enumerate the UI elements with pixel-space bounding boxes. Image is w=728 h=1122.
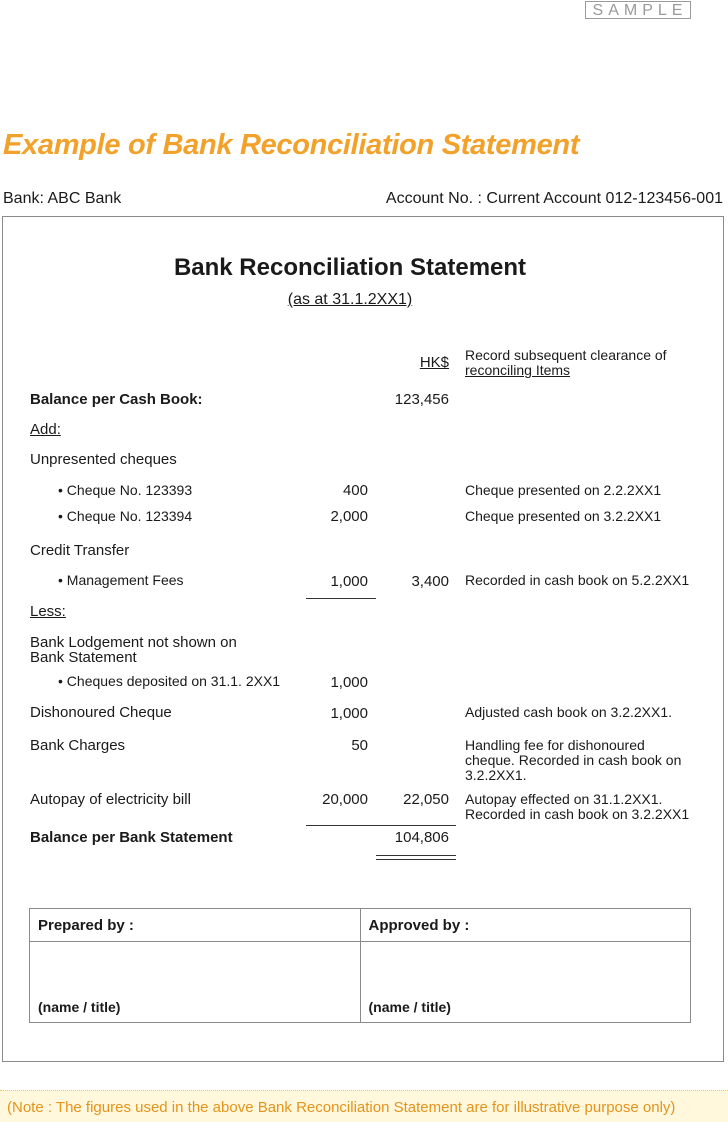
cheque-123393-label: • Cheque No. 123393 [58, 482, 193, 498]
notes-header-line1: Record subsequent clearance of [465, 347, 667, 363]
subtotal-rule [306, 598, 376, 599]
add-subtotal: 3,400 [411, 573, 449, 590]
cheques-deposited-amount: 1,000 [330, 674, 368, 691]
sample-watermark: SAMPLE [585, 1, 691, 19]
autopay-note-line1: Autopay effected on 31.1.2XX1. [465, 791, 663, 807]
cheques-deposited-label: • Cheques deposited on 31.1. 2XX1 [58, 673, 281, 689]
statement-title: Bank Reconciliation Statement [173, 254, 527, 281]
double-rule-bottom [376, 859, 456, 860]
approved-by-signature-box [361, 942, 691, 1022]
bank-charges-note-line3: 3.2.2XX1. [465, 767, 527, 783]
management-fees-label: • Management Fees [58, 572, 184, 588]
less-heading: Less: [30, 603, 66, 620]
add-heading: Add: [30, 421, 61, 438]
footnote-bar [0, 1090, 728, 1122]
cheque-123394-note: Cheque presented on 3.2.2XX1 [465, 508, 662, 524]
bank-charges-note-line1: Handling fee for dishonoured [465, 737, 645, 753]
bank-charges-amount: 50 [351, 737, 368, 754]
dishonoured-cheque-label: Dishonoured Cheque [30, 704, 172, 721]
approved-by-name-title: (name / title) [368, 999, 451, 1015]
less-subtotal: 22,050 [403, 791, 449, 808]
bank-name: Bank: ABC Bank [3, 190, 122, 207]
account-number: Account No. : Current Account 012-123456-001 [385, 190, 723, 207]
cheque-123393-amount: 400 [342, 482, 368, 499]
double-rule-top [376, 855, 456, 856]
cheque-123394-label: • Cheque No. 123394 [58, 508, 193, 524]
currency-header: HK$ [419, 354, 449, 371]
dishonoured-cheque-note: Adjusted cash book on 3.2.2XX1. [465, 704, 673, 720]
autopay-note-line2: Recorded in cash book on 3.2.2XX1 [465, 806, 690, 822]
balance-bank-statement-label: Balance per Bank Statement [30, 829, 233, 846]
prepared-by-label: Prepared by : [38, 917, 134, 934]
lodgement-label-line1: Bank Lodgement not shown on [30, 634, 237, 651]
autopay-label: Autopay of electricity bill [30, 791, 191, 808]
autopay-amount: 20,000 [322, 791, 368, 808]
bank-charges-label: Bank Charges [30, 737, 126, 754]
balance-cash-book-total: 123,456 [394, 391, 449, 408]
prepared-by-signature-box [30, 942, 360, 1022]
management-fees-amount: 1,000 [330, 573, 368, 590]
dishonoured-cheque-amount: 1,000 [330, 705, 368, 722]
cheque-123394-amount: 2,000 [330, 508, 368, 525]
lodgement-label-line2: Bank Statement [30, 649, 137, 666]
total-rule [306, 825, 456, 826]
balance-bank-statement-total: 104,806 [394, 829, 449, 846]
bank-charges-note-line2: cheque. Recorded in cash book on [465, 752, 682, 768]
page-title: Example of Bank Reconciliation Statement [3, 129, 580, 161]
management-fees-note: Recorded in cash book on 5.2.2XX1 [465, 572, 690, 588]
prepared-by-name-title: (name / title) [38, 999, 121, 1015]
statement-date: (as at 31.1.2XX1) [287, 291, 413, 308]
cheque-123393-note: Cheque presented on 2.2.2XX1 [465, 482, 662, 498]
signature-table [29, 908, 691, 1023]
balance-cash-book-label: Balance per Cash Book: [30, 391, 203, 408]
footnote-text: (Note : The figures used in the above Bank Reconciliation Statement are for illustrative purpose only) [7, 1099, 676, 1116]
unpresented-cheques-label: Unpresented cheques [30, 451, 177, 468]
credit-transfer-label: Credit Transfer [30, 542, 130, 559]
notes-header-line2: reconciling Items [465, 362, 571, 378]
approved-by-label: Approved by : [368, 917, 470, 934]
